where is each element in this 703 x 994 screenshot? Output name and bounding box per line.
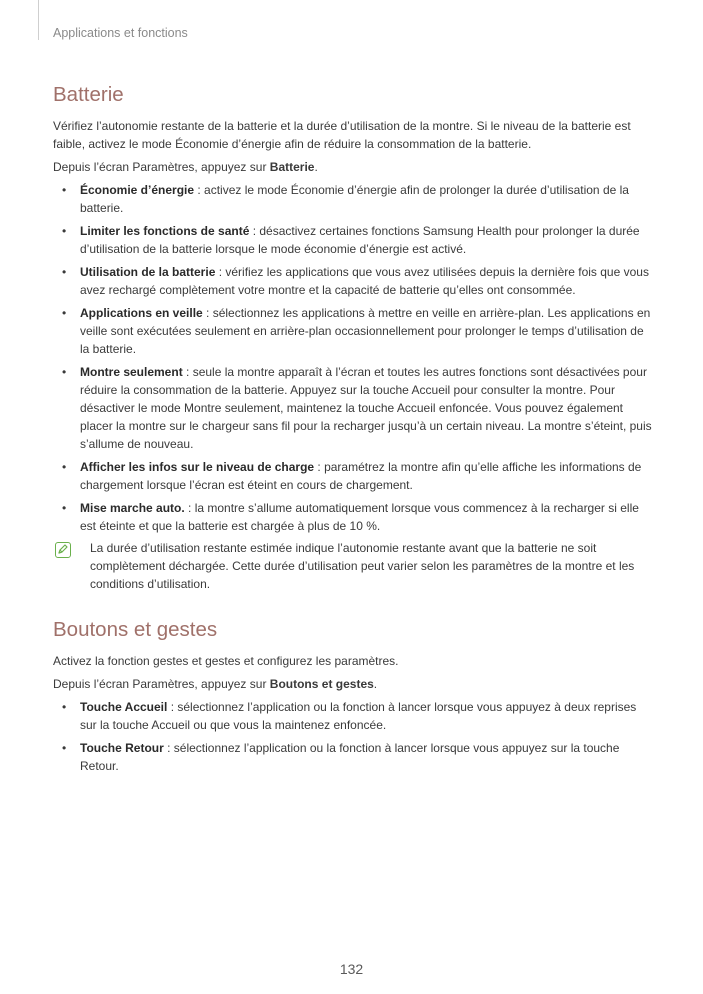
list-item: • Touche Accueil : sélectionnez l’application ou la fonction à lancer lorsque vous appuyez à deux reprises sur la touche Accueil ou que vous la maintenez enfoncée. <box>53 698 653 734</box>
battery-note <box>53 539 653 593</box>
gestures-intro: Activez la fonction gestes et gestes et configurez les paramètres. <box>53 654 399 668</box>
header-divider <box>38 0 39 40</box>
gestures-section <box>53 617 653 775</box>
list-item: • Montre seulement : seule la montre apparaît à l’écran et toutes les autres fonctions sont désactivées pour réduire la consommation de la batterie. Appuyez sur la touche Accueil pour consulter la montre. Pour désactiver le mode Montre seulement, maintenez la touche Accueil enfoncée. Vous pouvez également placer la montre sur le chargeur sans fil pour la recharger jusqu’à un certain niveau. La montre s’éteint, puis s’allume de nouveau. <box>53 363 653 453</box>
list-item: • Utilisation de la batterie : vérifiez les applications que vous avez utilisées depuis la dernière fois que vous avez rechargé complètement votre montre et la capacité de batterie qu’elles ont consommée. <box>53 263 653 299</box>
gestures-options-list <box>53 698 653 775</box>
gestures-heading: Boutons et gestes <box>53 618 218 641</box>
running-header: Applications et fonctions <box>53 26 188 40</box>
note-pencil-icon <box>55 542 71 558</box>
page-content <box>53 82 653 780</box>
gestures-path-menu: Boutons et gestes <box>269 677 374 691</box>
battery-path-menu: Batterie <box>269 160 315 174</box>
list-item: • Limiter les fonctions de santé : désactivez certaines fonctions Samsung Health pour prolonger la durée d’utilisation de la batterie lorsque le mode économie d’énergie est activé. <box>53 222 653 258</box>
battery-heading: Batterie <box>53 83 124 106</box>
list-item: • Économie d’énergie : activez le mode Économie d’énergie afin de prolonger la durée d’utilisation de la batterie. <box>53 181 653 217</box>
list-item: • Afficher les infos sur le niveau de charge : paramétrez la montre afin qu’elle affiche les informations de chargement lorsque l’écran est éteint en cours de chargement. <box>53 458 653 494</box>
note-text: La durée d’utilisation restante estimée indique l’autonomie restante avant que la batterie ne soit complètement déchargée. Cette durée d’utilisation peut varier selon les paramètres de la montre et les conditions d’utilisation. <box>90 541 635 591</box>
page-number: 132 <box>339 961 364 977</box>
list-item: • Applications en veille : sélectionnez les applications à mettre en veille en arrière-plan. Les applications en veille sont exécutées seulement en arrière-plan occasionnellement pour prolonger le temps d’utilisation de la batterie. <box>53 304 653 358</box>
battery-intro: Vérifiez l’autonomie restante de la batterie et la durée d’utilisation de la montre. Si le niveau de la batterie est faible, activez le mode Économie d’énergie afin de réduire la consommation de la batterie. <box>53 119 631 151</box>
battery-options-list <box>53 181 653 535</box>
list-item: • Touche Retour : sélectionnez l’application ou la fonction à lancer lorsque vous appuyez sur la touche Retour. <box>53 739 653 775</box>
gestures-path: Depuis l’écran Paramètres, appuyez sur Boutons et gestes. <box>53 677 378 691</box>
battery-section <box>53 82 653 593</box>
battery-path: Depuis l’écran Paramètres, appuyez sur Batterie. <box>53 160 318 174</box>
list-item: • Mise marche auto. : la montre s’allume automatiquement lorsque vous commencez à la recharger si elle est éteinte et que la batterie est chargée à plus de 10 %. <box>53 499 653 535</box>
